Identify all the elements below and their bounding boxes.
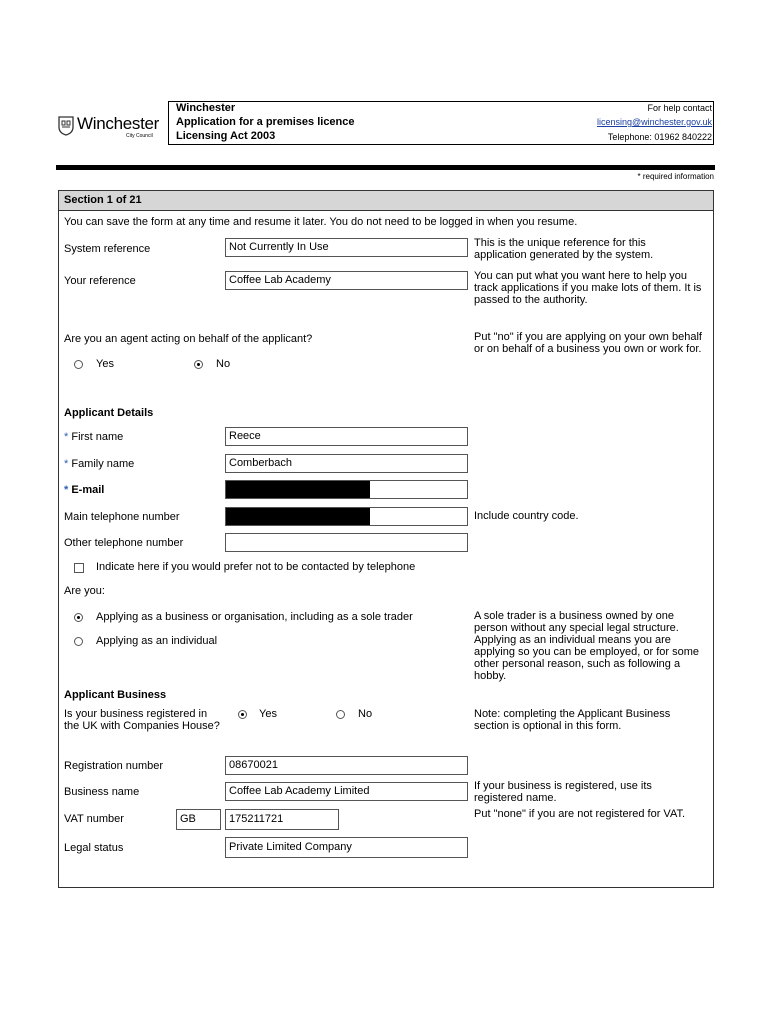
council-logo [58,114,163,142]
vat-label: VAT number [64,813,124,825]
registered-no-label[interactable]: No [358,708,373,720]
are-you-hint: A sole trader is a business owned by one person without any special legal structure. Applying as an individual means you are applying so you can be employed, or for some other personal reason, such as following a hobby. [474,610,700,682]
your-reference-hint: You can put what you want here to help you track applications if you make lots of them. It is passed to the authority. [474,270,702,306]
crest-icon [58,116,74,136]
section-intro: You can save the form at any time and resume it later. You do not need to be logged in when you resume. [64,216,578,228]
individual-option-radio[interactable] [74,637,83,646]
no-phone-label[interactable]: Indicate here if you would prefer not to be contacted by telephone [96,561,416,573]
help-email-link[interactable]: licensing@winchester.gov.uk [596,117,712,127]
registered-yes-label[interactable]: Yes [259,708,277,720]
required-marker: * [64,458,69,470]
agent-no-radio[interactable] [194,360,203,369]
registered-hint: Note: completing the Applicant Business section is optional in this form. [474,708,671,732]
business-name-hint: If your business is registered, use its registered name. [474,780,652,804]
section-title-bar [59,191,713,211]
header-title-line3: Licensing Act 2003 [176,130,276,142]
family-name-label: * Family name [64,458,135,470]
individual-option-label[interactable]: Applying as an individual [96,635,218,647]
vat-hint: Put "none" if you are not registered for VAT. [474,808,686,820]
your-reference-input[interactable]: Coffee Lab Academy [225,271,468,290]
main-phone-hint: Include country code. [474,510,579,522]
system-reference-input[interactable]: Not Currently In Use [225,238,468,257]
legal-status-label: Legal status [64,842,124,854]
first-name-label: * First name [64,431,124,443]
registered-question-label: Is your business registered in the UK with Companies House? [64,708,220,732]
agent-yes-radio[interactable] [74,360,83,369]
header-title-line2: Application for a premises licence [176,116,355,128]
applicant-business-heading: Applicant Business [64,689,167,701]
agent-question-hint: Put "no" if you are applying on your own behalf or on behalf of a business you own or work for. [474,331,702,355]
business-name-input[interactable]: Coffee Lab Academy Limited [225,782,468,801]
system-reference-hint: This is the unique reference for this application generated by the system. [474,237,654,261]
agent-question-label: Are you an agent acting on behalf of the applicant? [64,333,313,345]
vat-prefix-input[interactable]: GB [176,809,221,830]
help-phone: Telephone: 01962 840222 [607,132,712,142]
section-title: Section 1 of 21 [64,194,142,206]
help-contact-label: For help contact [647,103,712,113]
other-phone-label: Other telephone number [64,537,184,549]
business-option-radio[interactable] [74,613,83,622]
applicant-details-heading: Applicant Details [64,407,154,419]
header-title-line1: Winchester [176,102,236,114]
main-phone-label: Main telephone number [64,511,180,523]
business-name-label: Business name [64,786,140,798]
header-divider [56,165,715,170]
registered-no-radio[interactable] [336,710,345,719]
first-name-input[interactable]: Reece [225,427,468,446]
required-marker: * [64,431,69,443]
required-marker: * [64,484,69,496]
legal-status-input[interactable]: Private Limited Company [225,837,468,858]
family-name-input[interactable]: Comberbach [225,454,468,473]
your-reference-label: Your reference [64,275,136,287]
email-label: * E-mail [64,484,105,496]
business-option-label[interactable]: Applying as a business or organisation, including as a sole trader [96,611,413,623]
agent-no-label[interactable]: No [216,358,231,370]
no-phone-checkbox[interactable] [74,563,84,573]
logo-text: Winchester [77,114,160,133]
other-phone-input[interactable] [225,533,468,552]
system-reference-label: System reference [64,243,151,255]
reg-number-label: Registration number [64,760,164,772]
are-you-label: Are you: [64,585,105,597]
email-redaction [226,481,370,498]
main-phone-redaction [226,508,370,525]
agent-yes-label[interactable]: Yes [96,358,114,370]
vat-number-input[interactable]: 175211721 [225,809,339,830]
required-note: * required information [637,172,714,181]
logo-subtext: City Council [126,133,153,139]
reg-number-input[interactable]: 08670021 [225,756,468,775]
registered-yes-radio[interactable] [238,710,247,719]
